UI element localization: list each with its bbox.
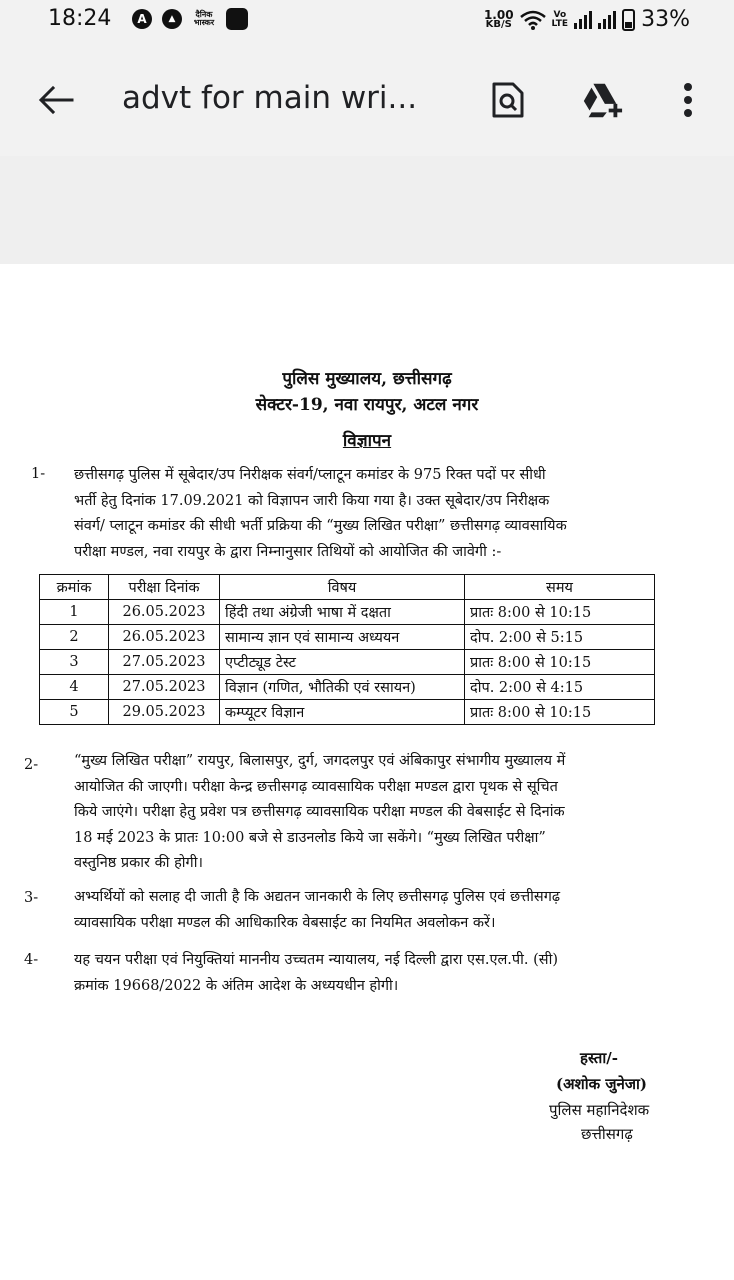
subject-cell: हिंदी तथा अंग्रेजी भाषा में दक्षता	[220, 600, 465, 625]
time-cell: प्रातः 8:00 से 10:15	[465, 700, 655, 725]
table-row	[40, 600, 655, 625]
back-button[interactable]	[36, 80, 76, 120]
table-row	[40, 650, 655, 675]
subject-cell: कम्प्यूटर विज्ञान	[220, 700, 465, 725]
signatory-name: (अशोक जुनेजा)	[556, 1075, 647, 1093]
date-cell: 26.05.2023	[109, 625, 220, 650]
date-cell: 29.05.2023	[109, 700, 220, 725]
signatory-designation: पुलिस महानिदेशक	[549, 1101, 650, 1119]
para-2-number: 2-	[24, 757, 39, 773]
col-header-date: परीक्षा दिनांक	[109, 575, 220, 600]
status-right	[484, 7, 690, 32]
time-cell: प्रातः 8:00 से 10:15	[465, 650, 655, 675]
serial-cell: 3	[40, 650, 109, 675]
status-bar	[0, 0, 734, 42]
para-1-number: 1-	[31, 466, 46, 482]
header-line-2: सेक्टर-19, नवा रायपुर, अटल नगर	[255, 395, 479, 415]
status-time: 18:24	[48, 6, 112, 31]
signatory-state: छत्तीसगढ़	[581, 1125, 633, 1143]
advertisement-heading: विज्ञापन	[342, 431, 392, 451]
table-row	[40, 625, 655, 650]
col-header-time: समय	[465, 575, 655, 600]
date-cell: 27.05.2023	[109, 675, 220, 700]
document-search-icon	[491, 81, 525, 119]
para-2: “मुख्य लिखित परीक्षा” रायपुर, बिलासपुर, दुर्ग, जगदलपुर एवं अंबिकापुर संभागीय मुख्यालय में आयोजित की जाएगी। परीक्षा केन्द्र छत्तीसगढ़ व्यावसायिक परीक्षा मण्डल द्वारा पृथक से सूचित किये जाएंगे। परीक्षा हेतु प्रवेश पत्र छत्तीसगढ़ व्यावसायिक परीक्षा मण्डल की वेबसाईट से दिनांक 18 मई 2023 के प्रातः 10:00 बजे से डाउनलोड किये जा सकेंगे। “मुख्य लिखित परीक्षा” वस्तुनिष्ठ प्रकार की होगी।	[74, 753, 566, 872]
date-cell: 27.05.2023	[109, 650, 220, 675]
exam-schedule-table	[39, 574, 655, 725]
header-line-1: पुलिस मुख्यालय, छत्तीसगढ़	[282, 369, 452, 389]
app-square-icon	[226, 8, 248, 30]
time-cell: प्रातः 8:00 से 10:15	[465, 600, 655, 625]
para-1: छत्तीसगढ़ पुलिस में सूबेदार/उप निरीक्षक संवर्ग/प्लाटून कमांडर के 975 रिक्त पदों पर सीधी भर्ती हेतु दिनांक 17.09.2021 को विज्ञापन जारी किया गया है। उक्त सूबेदार/उप निरीक्षक संवर्ग/ प्लाटून कमांडर की सीधी भर्ती प्रक्रिया की “मुख्य लिखित परीक्षा” छत्तीसगढ़ व्यावसायिक परीक्षा मण्डल, नवा रायपुर के द्वारा निम्नानुसार तिथियों को आयोजित की जावेगी :-	[74, 467, 567, 560]
time-cell: दोप. 2:00 से 5:15	[465, 625, 655, 650]
serial-cell: 5	[40, 700, 109, 725]
app-arrow-icon: ▲	[162, 9, 182, 29]
para-3: अभ्यर्थियों को सलाह दी जाती है कि अद्यतन जानकारी के लिए छत्तीसगढ़ पुलिस एवं छत्तीसगढ़ व्यावसायिक परीक्षा मण्डल की आधिकारिक वेबसाईट का नियमित अवलोकन करें।	[74, 889, 561, 931]
document-page[interactable]	[0, 264, 734, 1280]
signal-1-icon	[574, 11, 592, 29]
notification-icons	[132, 8, 248, 30]
serial-cell: 2	[40, 625, 109, 650]
table-row	[40, 700, 655, 725]
col-header-serial: क्रमांक	[40, 575, 109, 600]
dainik-bhaskar-icon: दैनिक भास्कर	[193, 10, 215, 27]
para-3-number: 3-	[24, 890, 39, 906]
time-cell: दोप. 2:00 से 4:15	[465, 675, 655, 700]
table-header-row	[40, 575, 655, 600]
para-4: यह चयन परीक्षा एवं नियुक्तियां माननीय उच्चतम न्यायालय, नई दिल्ली द्वारा एस.एल.पी. (सी) क्रमांक 19668/2022 के अंतिम आदेश के अध्ययधीन होगी।	[74, 952, 558, 994]
back-arrow-icon	[38, 85, 74, 115]
subject-cell: सामान्य ज्ञान एवं सामान्य अध्ययन	[220, 625, 465, 650]
wifi-icon	[520, 10, 546, 30]
serial-cell: 4	[40, 675, 109, 700]
serial-cell: 1	[40, 600, 109, 625]
app-a-icon: A	[132, 9, 152, 29]
battery-icon	[622, 9, 635, 31]
more-vert-icon	[683, 82, 693, 118]
page-separator	[0, 156, 734, 264]
signal-2-icon	[598, 11, 616, 29]
date-cell: 26.05.2023	[109, 600, 220, 625]
battery-percent: 33%	[641, 7, 690, 32]
document-title: advt for main wri...	[122, 80, 418, 116]
signature-mark: हस्ता/-	[580, 1049, 618, 1067]
subject-cell: एप्टीट्यूड टेस्ट	[220, 650, 465, 675]
table-row	[40, 675, 655, 700]
find-in-document-button[interactable]	[486, 78, 530, 122]
drive-add-icon	[580, 80, 624, 120]
subject-cell: विज्ञान (गणित, भौतिकी एवं रसायन)	[220, 675, 465, 700]
more-options-button[interactable]	[666, 78, 710, 122]
volte-icon: Vo LTE	[551, 9, 569, 29]
col-header-subject: विषय	[220, 575, 465, 600]
add-to-drive-button[interactable]	[580, 78, 624, 122]
para-4-number: 4-	[24, 952, 39, 968]
app-bar	[0, 42, 734, 156]
network-speed: 1.00 KB/S	[483, 7, 514, 30]
